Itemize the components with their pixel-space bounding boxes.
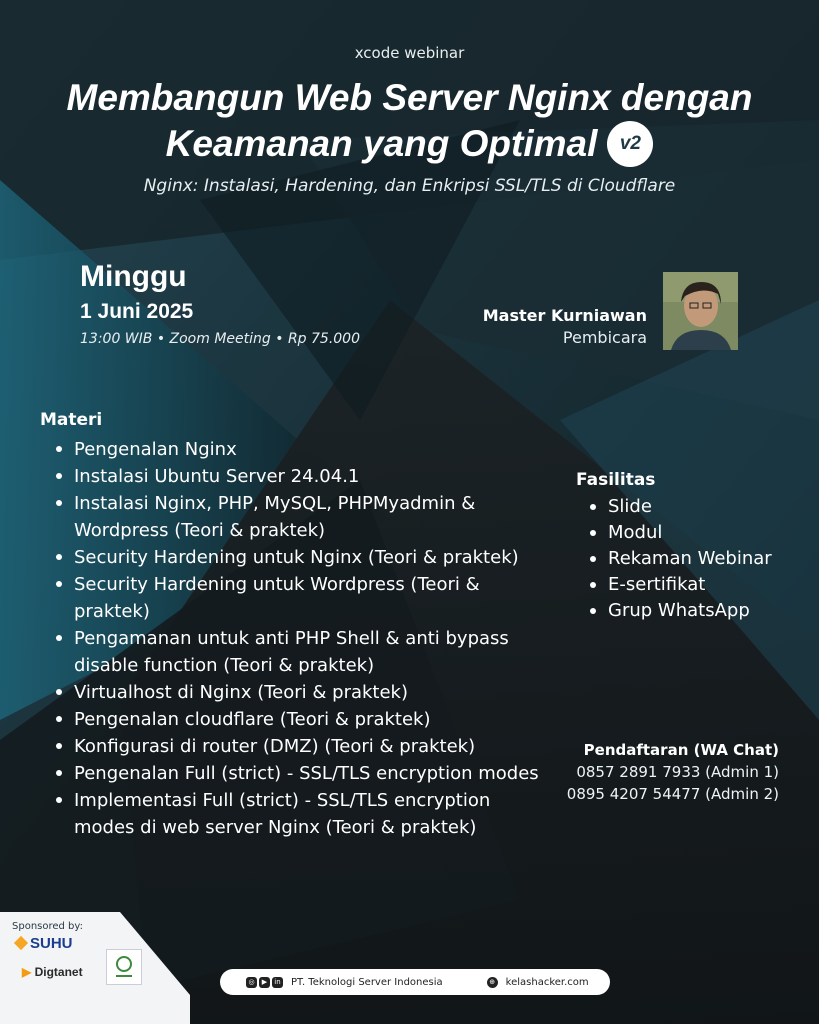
webinar-kicker: xcode webinar <box>354 44 465 62</box>
list-item: Implementasi Full (strict) - SSL/TLS encryption modes di web server Nginx (Teori & praktek) <box>40 787 540 841</box>
globe-icon: ⊕ <box>487 977 498 988</box>
title-line-2: Keamanan yang Optimal <box>165 123 598 164</box>
fasilitas-list <box>574 494 794 624</box>
speaker-role: Pembicara <box>562 328 647 347</box>
list-item: Slide <box>574 494 794 520</box>
suhu-diamond-icon <box>14 936 28 950</box>
list-item: Security Hardening untuk Wordpress (Teori & praktek) <box>40 571 540 625</box>
event-date: 1 Juni 2025 <box>80 300 194 323</box>
list-item: Instalasi Ubuntu Server 24.04.1 <box>40 463 540 490</box>
sponsor-third-logo <box>106 949 142 985</box>
materi-list <box>40 436 540 841</box>
registration-contact-1[interactable]: 0857 2891 7933 (Admin 1) <box>576 763 779 781</box>
digtanet-icon: ▶ <box>22 965 32 979</box>
sponsor-digtanet-logo <box>22 965 83 979</box>
list-item: Rekaman Webinar <box>574 546 794 572</box>
sponsor-digtanet-name: Digtanet <box>34 965 83 979</box>
list-item: Security Hardening untuk Nginx (Teori & praktek) <box>40 544 540 571</box>
version-badge: v2 <box>607 121 653 167</box>
footer-bar <box>220 969 610 995</box>
social-icons <box>246 977 285 988</box>
sponsor-suhu-name: SUHU <box>30 935 73 952</box>
footer-website[interactable]: kelashacker.com <box>505 976 589 988</box>
list-item: Pengamanan untuk anti PHP Shell & anti bypass disable function (Teori & praktek) <box>40 625 540 679</box>
subtitle: Nginx: Instalasi, Hardening, dan Enkripsi SSL/TLS di Cloudflare <box>143 176 676 196</box>
list-item: Grup WhatsApp <box>574 598 794 624</box>
sponsor-label: Sponsored by: <box>12 921 83 932</box>
registration-contact-2[interactable]: 0895 4207 54477 (Admin 2) <box>566 785 779 803</box>
linkedin-icon[interactable]: in <box>272 977 283 988</box>
instagram-icon[interactable]: ◎ <box>246 977 257 988</box>
list-item: Konfigurasi di router (DMZ) (Teori & praktek) <box>40 733 540 760</box>
event-details: 13:00 WIB • Zoom Meeting • Rp 75.000 <box>80 331 360 347</box>
title-line-2-row <box>0 121 819 167</box>
speaker-name: Master Kurniawan <box>482 306 647 325</box>
list-item: Pengenalan Full (strict) - SSL/TLS encryption modes <box>40 760 540 787</box>
materi-title: Materi <box>40 410 103 430</box>
youtube-icon[interactable]: ▶ <box>259 977 270 988</box>
title-line-1: Membangun Web Server Nginx dengan <box>66 77 753 118</box>
list-item: Pengenalan cloudflare (Teori & praktek) <box>40 706 540 733</box>
fasilitas-title: Fasilitas <box>576 470 656 490</box>
list-item: Modul <box>574 520 794 546</box>
list-item: Virtualhost di Nginx (Teori & praktek) <box>40 679 540 706</box>
event-day: Minggu <box>80 260 187 293</box>
registration-title: Pendaftaran (WA Chat) <box>583 741 779 759</box>
footer-company: PT. Teknologi Server Indonesia <box>291 976 443 988</box>
list-item: E-sertifikat <box>574 572 794 598</box>
list-item: Pengenalan Nginx <box>40 436 540 463</box>
sponsor-suhu-logo <box>16 935 73 952</box>
list-item: Instalasi Nginx, PHP, MySQL, PHPMyadmin & Wordpress (Teori & praktek) <box>40 490 540 544</box>
speaker-photo <box>663 272 738 350</box>
